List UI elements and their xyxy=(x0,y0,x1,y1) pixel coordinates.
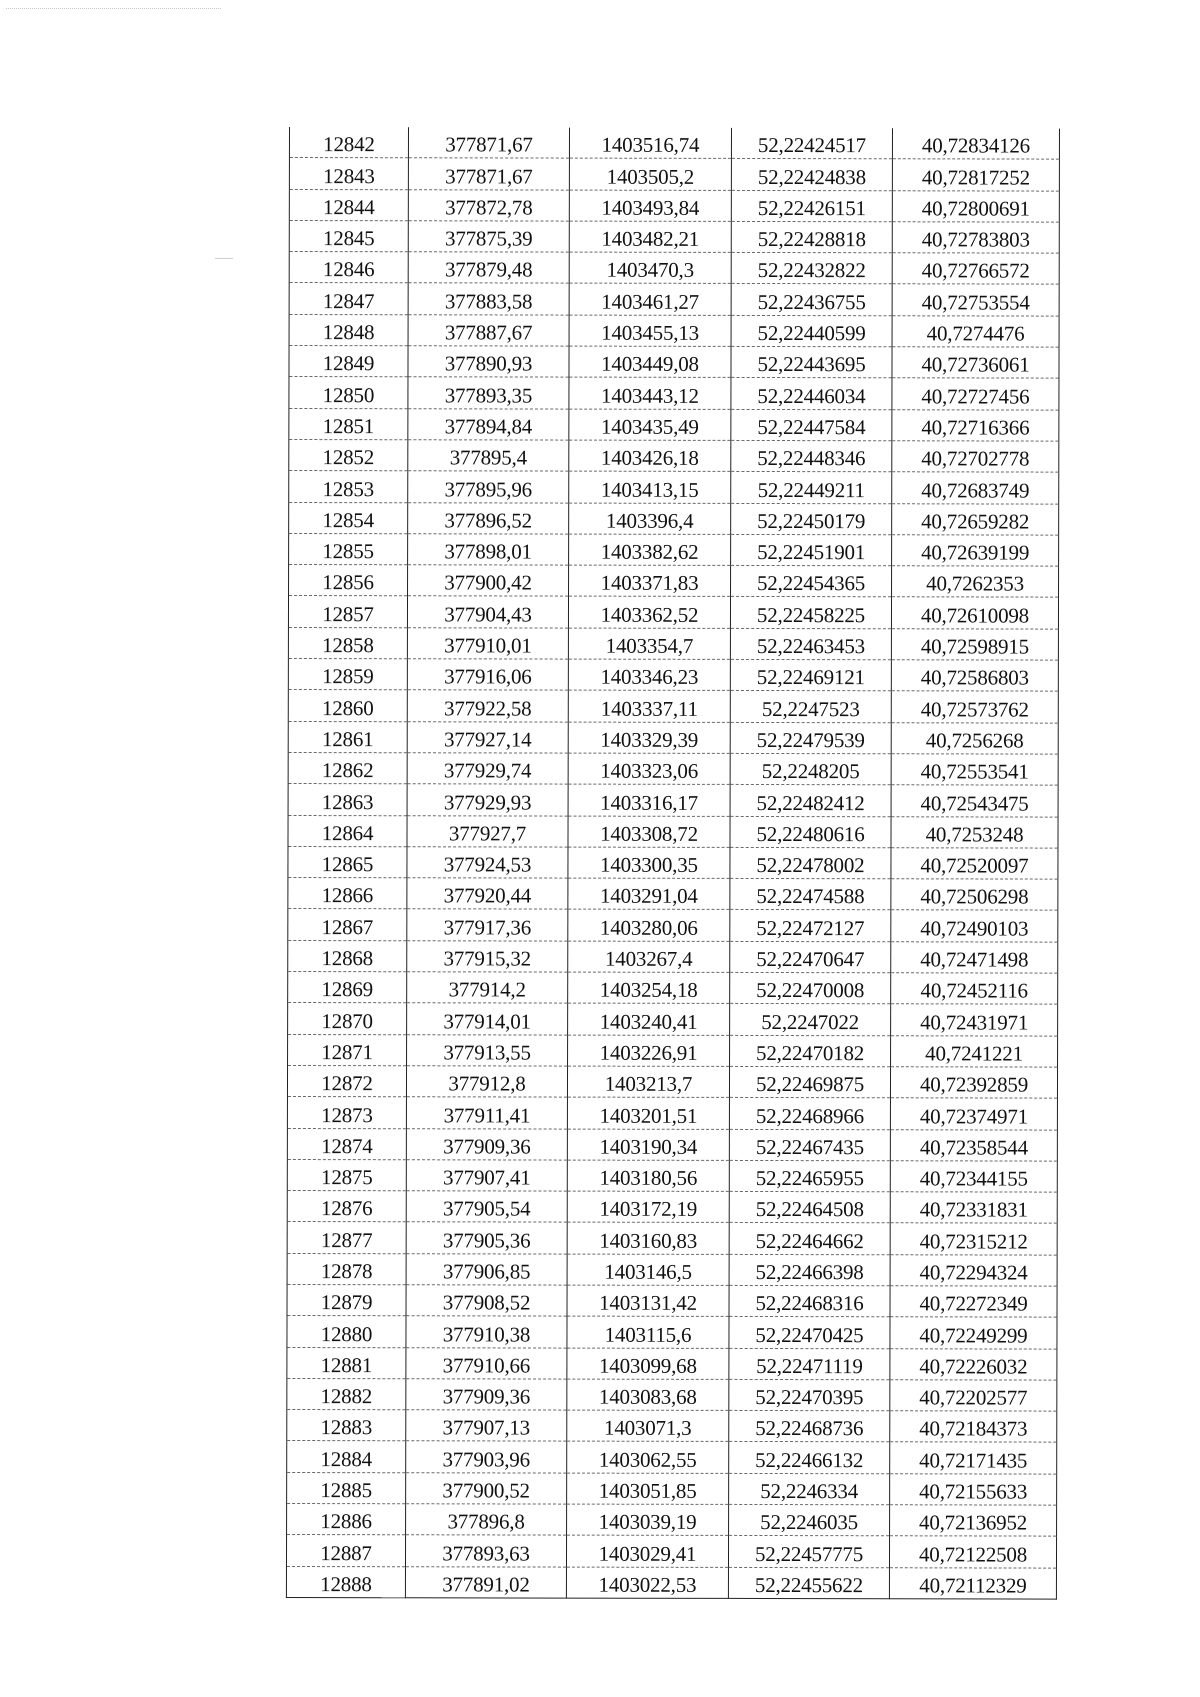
longitude-cell: 40,72344155 xyxy=(890,1161,1057,1193)
latitude-cell: 52,22465955 xyxy=(729,1160,890,1192)
point-number-cell: 12870 xyxy=(288,1003,407,1035)
table-row xyxy=(288,690,1058,723)
x-coordinate-cell: 377896,52 xyxy=(408,502,569,534)
longitude-cell: 40,7262353 xyxy=(892,566,1059,598)
point-number-cell: 12879 xyxy=(287,1284,406,1316)
latitude-cell: 52,2247022 xyxy=(730,1004,891,1036)
point-number-cell: 12855 xyxy=(289,533,408,565)
longitude-cell: 40,72358544 xyxy=(890,1129,1057,1161)
longitude-cell: 40,72834126 xyxy=(892,128,1059,159)
latitude-cell: 52,22451901 xyxy=(731,534,892,566)
point-number-cell: 12844 xyxy=(289,189,408,221)
y-coordinate-cell: 1403115,6 xyxy=(567,1316,729,1348)
y-coordinate-cell: 1403062,55 xyxy=(567,1442,729,1474)
y-coordinate-cell: 1403083,68 xyxy=(567,1379,729,1411)
y-coordinate-cell: 1403308,72 xyxy=(568,816,730,848)
x-coordinate-cell: 377883,58 xyxy=(408,283,569,315)
x-coordinate-cell: 377891,02 xyxy=(405,1566,566,1598)
y-coordinate-cell: 1403413,15 xyxy=(569,471,731,503)
longitude-cell: 40,72122508 xyxy=(889,1536,1056,1568)
x-coordinate-cell: 377890,93 xyxy=(408,346,569,378)
longitude-cell: 40,72249299 xyxy=(890,1317,1057,1349)
y-coordinate-cell: 1403323,06 xyxy=(568,753,730,785)
table-row xyxy=(289,314,1059,347)
latitude-cell: 52,22469121 xyxy=(730,659,891,691)
longitude-cell: 40,72471498 xyxy=(891,941,1058,973)
y-coordinate-cell: 1403482,21 xyxy=(569,221,731,253)
x-coordinate-cell: 377929,74 xyxy=(407,753,568,785)
point-number-cell: 12846 xyxy=(289,252,408,284)
longitude-cell: 40,72659282 xyxy=(892,503,1059,535)
point-number-cell: 12863 xyxy=(288,784,407,816)
x-coordinate-cell: 377871,67 xyxy=(408,158,569,190)
x-coordinate-cell: 377904,43 xyxy=(407,596,568,628)
longitude-cell: 40,72315212 xyxy=(890,1223,1057,1255)
point-number-cell: 12858 xyxy=(288,627,407,659)
x-coordinate-cell: 377907,41 xyxy=(406,1160,567,1192)
y-coordinate-cell: 1403291,04 xyxy=(568,878,730,910)
x-coordinate-cell: 377900,52 xyxy=(406,1473,567,1505)
table-row xyxy=(288,1034,1058,1067)
x-coordinate-cell: 377929,93 xyxy=(407,784,568,816)
latitude-cell: 52,22426151 xyxy=(731,190,892,222)
y-coordinate-cell: 1403190,34 xyxy=(567,1129,729,1161)
point-number-cell: 12860 xyxy=(288,690,407,722)
table-row xyxy=(288,784,1058,817)
longitude-cell: 40,72598915 xyxy=(891,629,1058,661)
point-number-cell: 12866 xyxy=(288,878,407,910)
x-coordinate-cell: 377909,36 xyxy=(406,1379,567,1411)
point-number-cell: 12865 xyxy=(288,846,407,878)
y-coordinate-cell: 1403267,4 xyxy=(568,941,730,973)
longitude-cell: 40,72753554 xyxy=(892,284,1059,316)
latitude-cell: 52,22466398 xyxy=(729,1254,890,1286)
latitude-cell: 52,22468966 xyxy=(729,1098,890,1130)
longitude-cell: 40,72553541 xyxy=(891,754,1058,786)
table-row xyxy=(287,1159,1057,1192)
table-row xyxy=(286,1566,1056,1599)
longitude-cell: 40,72736061 xyxy=(892,347,1059,379)
x-coordinate-cell: 377898,01 xyxy=(408,534,569,566)
latitude-cell: 52,22449211 xyxy=(731,472,892,504)
latitude-cell: 52,22471119 xyxy=(729,1348,890,1380)
table-row xyxy=(288,752,1058,785)
y-coordinate-cell: 1403470,3 xyxy=(569,252,731,284)
point-number-cell: 12859 xyxy=(288,659,407,691)
longitude-cell: 40,72716366 xyxy=(892,409,1059,441)
longitude-cell: 40,7241221 xyxy=(891,1035,1058,1067)
point-number-cell: 12871 xyxy=(288,1034,407,1066)
latitude-cell: 52,22470395 xyxy=(729,1379,890,1411)
point-number-cell: 12881 xyxy=(287,1347,406,1379)
y-coordinate-cell: 1403371,83 xyxy=(569,565,731,597)
point-number-cell: 12843 xyxy=(289,158,408,190)
latitude-cell: 52,22464508 xyxy=(729,1192,890,1224)
y-coordinate-cell: 1403022,53 xyxy=(566,1567,728,1599)
y-coordinate-cell: 1403505,2 xyxy=(569,158,731,190)
longitude-cell: 40,72702778 xyxy=(892,441,1059,473)
x-coordinate-cell: 377914,01 xyxy=(407,1003,568,1035)
latitude-cell: 52,22457775 xyxy=(728,1536,889,1568)
table-row xyxy=(287,1347,1057,1380)
table-row xyxy=(287,1472,1057,1505)
latitude-cell: 52,22470425 xyxy=(729,1317,890,1349)
longitude-cell: 40,72112329 xyxy=(889,1567,1056,1599)
longitude-cell: 40,72766572 xyxy=(892,253,1059,285)
point-number-cell: 12854 xyxy=(289,502,408,534)
x-coordinate-cell: 377916,06 xyxy=(407,659,568,691)
x-coordinate-cell: 377920,44 xyxy=(407,878,568,910)
point-number-cell: 12885 xyxy=(287,1472,406,1504)
y-coordinate-cell: 1403346,23 xyxy=(568,659,730,691)
longitude-cell: 40,72331831 xyxy=(890,1192,1057,1224)
x-coordinate-cell: 377927,7 xyxy=(407,815,568,847)
y-coordinate-cell: 1403362,52 xyxy=(568,597,730,629)
table-row xyxy=(289,283,1059,316)
point-number-cell: 12888 xyxy=(286,1566,405,1598)
table-row xyxy=(289,377,1059,410)
latitude-cell: 52,22474588 xyxy=(730,879,891,911)
table-row xyxy=(286,1535,1056,1568)
latitude-cell: 52,22450179 xyxy=(731,503,892,535)
y-coordinate-cell: 1403435,49 xyxy=(569,409,731,441)
x-coordinate-cell: 377905,36 xyxy=(406,1222,567,1254)
latitude-cell: 52,22472127 xyxy=(730,910,891,942)
x-coordinate-cell: 377894,84 xyxy=(408,408,569,440)
longitude-cell: 40,72727456 xyxy=(892,378,1059,410)
longitude-cell: 40,72543475 xyxy=(891,785,1058,817)
table-row xyxy=(289,471,1059,504)
point-number-cell: 12847 xyxy=(289,283,408,315)
y-coordinate-cell: 1403316,17 xyxy=(568,784,730,816)
longitude-cell: 40,7253248 xyxy=(891,816,1058,848)
longitude-cell: 40,72294324 xyxy=(890,1254,1057,1286)
table-row xyxy=(289,346,1059,379)
scan-artifact-mark xyxy=(215,258,233,259)
y-coordinate-cell: 1403354,7 xyxy=(568,628,730,660)
longitude-cell: 40,7256268 xyxy=(891,722,1058,754)
point-number-cell: 12869 xyxy=(288,972,407,1004)
y-coordinate-cell: 1403426,18 xyxy=(569,440,731,472)
latitude-cell: 52,2246035 xyxy=(729,1504,890,1536)
point-number-cell: 12851 xyxy=(289,408,408,440)
coordinates-table xyxy=(286,127,1060,1600)
point-number-cell: 12853 xyxy=(289,471,408,503)
y-coordinate-cell: 1403396,4 xyxy=(569,503,731,535)
scan-artifact-line xyxy=(6,8,221,9)
longitude-cell: 40,72272349 xyxy=(890,1286,1057,1318)
longitude-cell: 40,72374971 xyxy=(890,1098,1057,1130)
point-number-cell: 12861 xyxy=(288,721,407,753)
latitude-cell: 52,22446034 xyxy=(731,378,892,410)
table-row xyxy=(288,846,1058,879)
x-coordinate-cell: 377922,58 xyxy=(407,690,568,722)
point-number-cell: 12872 xyxy=(287,1065,406,1097)
table-row xyxy=(288,878,1058,911)
x-coordinate-cell: 377915,32 xyxy=(407,940,568,972)
x-coordinate-cell: 377895,96 xyxy=(408,471,569,503)
table-row xyxy=(288,659,1058,692)
latitude-cell: 52,22454365 xyxy=(731,566,892,598)
x-coordinate-cell: 377908,52 xyxy=(406,1285,567,1317)
x-coordinate-cell: 377909,36 xyxy=(406,1128,567,1160)
x-coordinate-cell: 377910,38 xyxy=(406,1316,567,1348)
point-number-cell: 12880 xyxy=(287,1316,406,1348)
x-coordinate-cell: 377872,78 xyxy=(408,189,569,221)
longitude-cell: 40,72506298 xyxy=(891,879,1058,911)
y-coordinate-cell: 1403131,42 xyxy=(567,1285,729,1317)
latitude-cell: 52,22432822 xyxy=(731,253,892,285)
latitude-cell: 52,22467435 xyxy=(729,1129,890,1161)
latitude-cell: 52,2246334 xyxy=(729,1473,890,1505)
y-coordinate-cell: 1403071,3 xyxy=(567,1410,729,1442)
y-coordinate-cell: 1403382,62 xyxy=(569,534,731,566)
x-coordinate-cell: 377871,67 xyxy=(408,127,569,158)
y-coordinate-cell: 1403443,12 xyxy=(569,377,731,409)
x-coordinate-cell: 377893,35 xyxy=(408,377,569,409)
y-coordinate-cell: 1403039,19 xyxy=(567,1504,729,1536)
point-number-cell: 12877 xyxy=(287,1222,406,1254)
y-coordinate-cell: 1403337,11 xyxy=(568,690,730,722)
latitude-cell: 52,22455622 xyxy=(728,1567,889,1599)
y-coordinate-cell: 1403213,7 xyxy=(567,1066,729,1098)
longitude-cell: 40,72683749 xyxy=(892,472,1059,504)
x-coordinate-cell: 377910,01 xyxy=(407,627,568,659)
point-number-cell: 12852 xyxy=(289,439,408,471)
latitude-cell: 52,22470008 xyxy=(730,972,891,1004)
point-number-cell: 12867 xyxy=(288,909,407,941)
latitude-cell: 52,22443695 xyxy=(731,347,892,379)
x-coordinate-cell: 377900,42 xyxy=(408,565,569,597)
latitude-cell: 52,22470647 xyxy=(730,941,891,973)
latitude-cell: 52,22480616 xyxy=(730,816,891,848)
x-coordinate-cell: 377907,13 xyxy=(406,1410,567,1442)
longitude-cell: 40,72136952 xyxy=(890,1505,1057,1537)
y-coordinate-cell: 1403226,91 xyxy=(568,1035,730,1067)
point-number-cell: 12875 xyxy=(287,1159,406,1191)
y-coordinate-cell: 1403146,5 xyxy=(567,1254,729,1286)
y-coordinate-cell: 1403160,83 xyxy=(567,1222,729,1254)
table-row xyxy=(288,1003,1058,1036)
longitude-cell: 40,72586803 xyxy=(891,660,1058,692)
table-row xyxy=(289,252,1059,285)
y-coordinate-cell: 1403300,35 xyxy=(568,847,730,879)
y-coordinate-cell: 1403051,85 xyxy=(567,1473,729,1505)
x-coordinate-cell: 377896,8 xyxy=(406,1504,567,1536)
longitude-cell: 40,72171435 xyxy=(890,1442,1057,1474)
latitude-cell: 52,22424517 xyxy=(731,128,892,159)
table-row xyxy=(287,1284,1057,1317)
y-coordinate-cell: 1403516,74 xyxy=(569,128,731,159)
x-coordinate-cell: 377893,63 xyxy=(405,1535,566,1567)
latitude-cell: 52,22482412 xyxy=(730,785,891,817)
table-row xyxy=(287,1222,1057,1255)
longitude-cell: 40,72202577 xyxy=(890,1380,1057,1412)
coordinates-table-container xyxy=(289,127,1059,1598)
latitude-cell: 52,22469875 xyxy=(729,1066,890,1098)
longitude-cell: 40,72155633 xyxy=(890,1474,1057,1506)
latitude-cell: 52,22464662 xyxy=(729,1223,890,1255)
latitude-cell: 52,22424838 xyxy=(731,159,892,191)
y-coordinate-cell: 1403461,27 xyxy=(569,284,731,316)
point-number-cell: 12887 xyxy=(286,1535,405,1567)
table-row xyxy=(289,127,1059,159)
y-coordinate-cell: 1403329,39 xyxy=(568,722,730,754)
table-row xyxy=(287,1316,1057,1349)
table-row xyxy=(287,1504,1057,1537)
point-number-cell: 12849 xyxy=(289,346,408,378)
y-coordinate-cell: 1403493,84 xyxy=(569,190,731,222)
y-coordinate-cell: 1403449,08 xyxy=(569,346,731,378)
point-number-cell: 12856 xyxy=(289,565,408,597)
y-coordinate-cell: 1403201,51 xyxy=(567,1097,729,1129)
latitude-cell: 52,22468736 xyxy=(729,1411,890,1443)
y-coordinate-cell: 1403254,18 xyxy=(568,972,730,1004)
point-number-cell: 12883 xyxy=(287,1410,406,1442)
latitude-cell: 52,2247523 xyxy=(730,691,891,723)
table-row xyxy=(289,158,1059,191)
table-row xyxy=(288,940,1058,973)
point-number-cell: 12862 xyxy=(288,752,407,784)
table-row xyxy=(289,189,1059,222)
point-number-cell: 12882 xyxy=(287,1378,406,1410)
y-coordinate-cell: 1403029,41 xyxy=(566,1535,728,1567)
point-number-cell: 12878 xyxy=(287,1253,406,1285)
point-number-cell: 12873 xyxy=(287,1097,406,1129)
latitude-cell: 52,22428818 xyxy=(731,221,892,253)
y-coordinate-cell: 1403280,06 xyxy=(568,910,730,942)
y-coordinate-cell: 1403455,13 xyxy=(569,315,731,347)
x-coordinate-cell: 377879,48 xyxy=(408,252,569,284)
longitude-cell: 40,72817252 xyxy=(892,159,1059,191)
table-row xyxy=(289,502,1059,535)
longitude-cell: 40,72573762 xyxy=(891,691,1058,723)
y-coordinate-cell: 1403099,68 xyxy=(567,1348,729,1380)
x-coordinate-cell: 377887,67 xyxy=(408,315,569,347)
longitude-cell: 40,72431971 xyxy=(891,1004,1058,1036)
table-row xyxy=(287,1191,1057,1224)
table-row xyxy=(289,220,1059,253)
table-row xyxy=(287,1378,1057,1411)
x-coordinate-cell: 377911,41 xyxy=(406,1097,567,1129)
point-number-cell: 12876 xyxy=(287,1191,406,1223)
x-coordinate-cell: 377917,36 xyxy=(407,909,568,941)
x-coordinate-cell: 377910,66 xyxy=(406,1347,567,1379)
x-coordinate-cell: 377875,39 xyxy=(408,221,569,253)
x-coordinate-cell: 377913,55 xyxy=(407,1034,568,1066)
table-row xyxy=(287,1065,1057,1098)
table-row xyxy=(288,627,1058,660)
y-coordinate-cell: 1403240,41 xyxy=(568,1003,730,1035)
y-coordinate-cell: 1403180,56 xyxy=(567,1160,729,1192)
x-coordinate-cell: 377895,4 xyxy=(408,440,569,472)
table-row xyxy=(288,721,1058,754)
longitude-cell: 40,72520097 xyxy=(891,848,1058,880)
latitude-cell: 52,2248205 xyxy=(730,753,891,785)
latitude-cell: 52,22440599 xyxy=(731,315,892,347)
x-coordinate-cell: 377924,53 xyxy=(407,847,568,879)
table-row xyxy=(289,408,1059,441)
point-number-cell: 12868 xyxy=(288,940,407,972)
latitude-cell: 52,22478002 xyxy=(730,847,891,879)
point-number-cell: 12874 xyxy=(287,1128,406,1160)
table-row xyxy=(289,439,1059,472)
x-coordinate-cell: 377927,14 xyxy=(407,721,568,753)
longitude-cell: 40,72184373 xyxy=(890,1411,1057,1443)
longitude-cell: 40,72392859 xyxy=(890,1067,1057,1099)
point-number-cell: 12884 xyxy=(287,1441,406,1473)
longitude-cell: 40,72800691 xyxy=(892,190,1059,222)
x-coordinate-cell: 377912,8 xyxy=(406,1066,567,1098)
latitude-cell: 52,22448346 xyxy=(731,440,892,472)
point-number-cell: 12850 xyxy=(289,377,408,409)
x-coordinate-cell: 377914,2 xyxy=(407,972,568,1004)
table-row xyxy=(287,1097,1057,1130)
point-number-cell: 12845 xyxy=(289,220,408,252)
table-row xyxy=(288,909,1058,942)
latitude-cell: 52,22466132 xyxy=(729,1442,890,1474)
point-number-cell: 12842 xyxy=(289,127,408,158)
longitude-cell: 40,7274476 xyxy=(892,316,1059,348)
latitude-cell: 52,22436755 xyxy=(731,284,892,316)
point-number-cell: 12864 xyxy=(288,815,407,847)
latitude-cell: 52,22479539 xyxy=(730,722,891,754)
table-row xyxy=(287,1253,1057,1286)
longitude-cell: 40,72490103 xyxy=(891,910,1058,942)
latitude-cell: 52,22458225 xyxy=(730,597,891,629)
table-row xyxy=(287,1410,1057,1443)
x-coordinate-cell: 377903,96 xyxy=(406,1441,567,1473)
latitude-cell: 52,22463453 xyxy=(730,628,891,660)
longitude-cell: 40,72639199 xyxy=(892,535,1059,567)
latitude-cell: 52,22468316 xyxy=(729,1285,890,1317)
longitude-cell: 40,72452116 xyxy=(891,973,1058,1005)
latitude-cell: 52,22447584 xyxy=(731,409,892,441)
table-row xyxy=(288,596,1058,629)
table-row xyxy=(288,972,1058,1005)
table-row xyxy=(287,1441,1057,1474)
point-number-cell: 12848 xyxy=(289,314,408,346)
x-coordinate-cell: 377905,54 xyxy=(406,1191,567,1223)
y-coordinate-cell: 1403172,19 xyxy=(567,1191,729,1223)
coordinates-table-body xyxy=(286,127,1059,1599)
latitude-cell: 52,22470182 xyxy=(730,1035,891,1067)
table-row xyxy=(289,533,1059,566)
longitude-cell: 40,72610098 xyxy=(891,597,1058,629)
x-coordinate-cell: 377906,85 xyxy=(406,1253,567,1285)
point-number-cell: 12857 xyxy=(288,596,407,628)
table-row xyxy=(289,565,1059,598)
longitude-cell: 40,72783803 xyxy=(892,222,1059,254)
table-row xyxy=(287,1128,1057,1161)
longitude-cell: 40,72226032 xyxy=(890,1348,1057,1380)
point-number-cell: 12886 xyxy=(287,1504,406,1536)
table-row xyxy=(288,815,1058,848)
